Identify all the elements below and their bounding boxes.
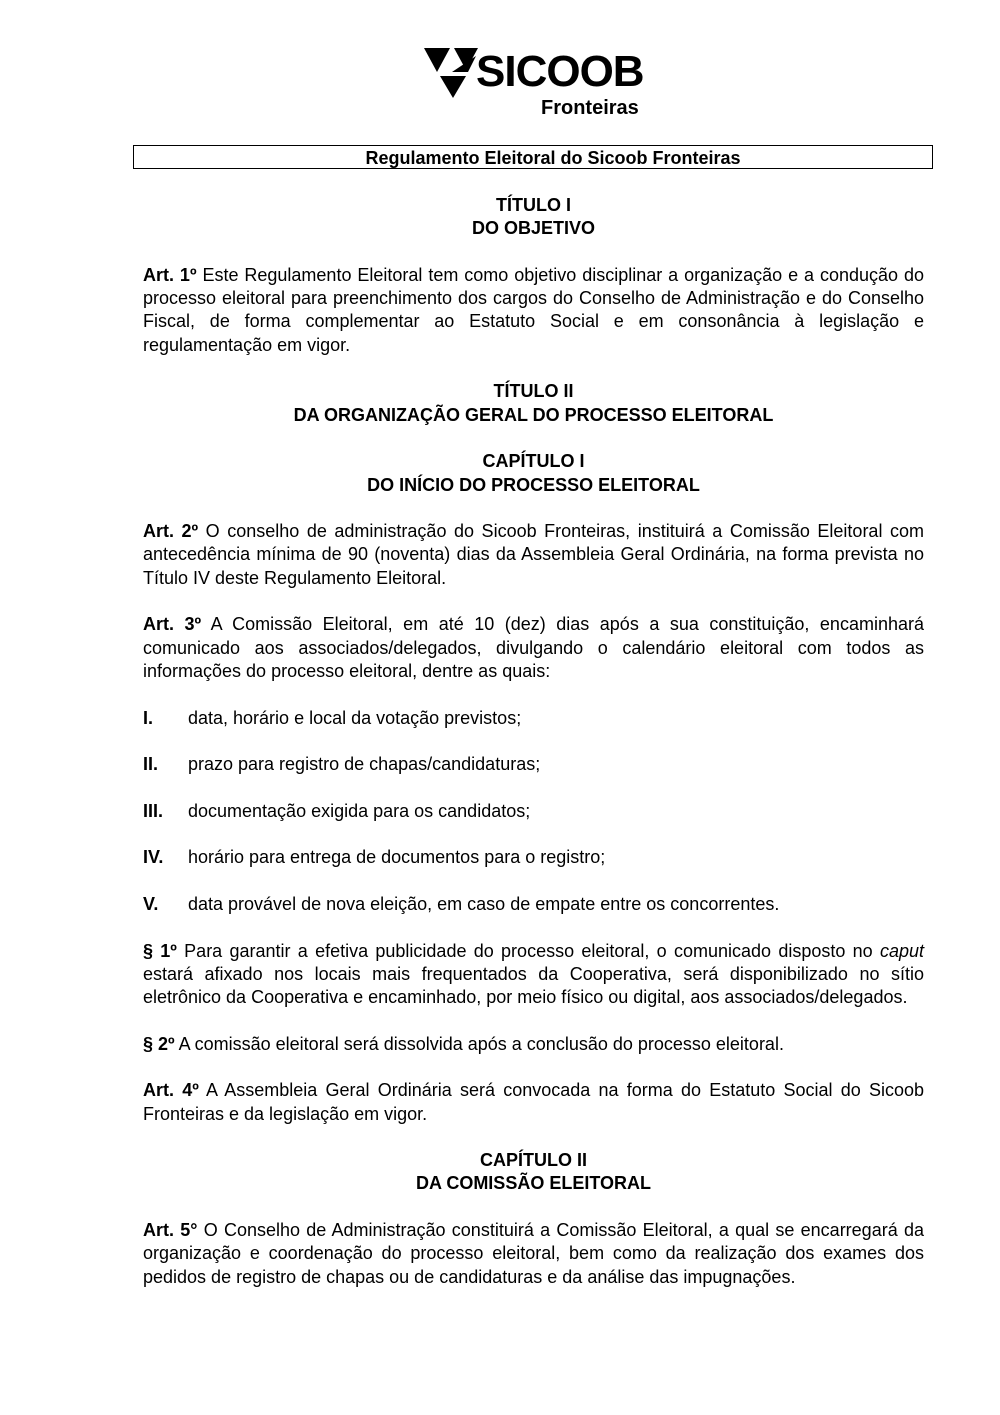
sicoob-logo [420, 42, 660, 118]
heading-subtitle: DA COMISSÃO ELEITORAL [415, 1173, 651, 1194]
article-text: Este Regulamento Eleitoral tem como objetivo disciplinar a organização e a condução do processo eleitoral para preenchimento dos cargos do Conselho de Administração e do Conselho Fiscal, de forma complementar ao Estatuto Social e em consonância à legislação e regulamentação em vigor. [143, 264, 924, 355]
article-5 [143, 1219, 924, 1289]
article-label: Art. 2º [143, 521, 199, 542]
list-numeral: III. [143, 800, 164, 821]
document-title-box [133, 145, 933, 169]
heading-title: TÍTULO II [493, 381, 574, 402]
heading-subtitle: DA ORGANIZAÇÃO GERAL DO PROCESSO ELEITORAL [293, 404, 774, 425]
paragraph-label: § 2º [143, 1033, 175, 1054]
title-2-heading [143, 380, 924, 427]
article-label: Art. 5° [143, 1220, 198, 1241]
list-item [143, 753, 924, 776]
list-numeral: IV. [143, 847, 164, 868]
heading-title: TÍTULO I [496, 195, 571, 215]
heading-subtitle: DO OBJETIVO [471, 218, 596, 239]
list-text: horário para entrega de documentos para o registro; [188, 847, 606, 868]
heading-title: CAPÍTULO II [480, 1150, 587, 1171]
paragraph-text: A comissão eleitoral será dissolvida após a conclusão do processo eleitoral. [174, 1033, 784, 1054]
list-text: data, horário e local da votação previstos; [188, 707, 522, 728]
article-text: A Comissão Eleitoral, em até 10 (dez) dias após a sua constituição, encaminhará comunicado aos associados/delegados, divulgando o calendário eleitoral com todos as informações do processo eleitoral, dentre as quais: [143, 614, 924, 681]
article-text: O Conselho de Administração constituirá a Comissão Eleitoral, a qual se encarregará da organização e coordenação do processo eleitoral, bem como da realização dos exames dos pedidos de registro de chapas ou de candidaturas e da análise das impugnações. [143, 1220, 924, 1287]
title-1-heading [143, 194, 924, 241]
chapter-2-heading [143, 1149, 924, 1196]
article-label: Art. 4º [143, 1080, 199, 1101]
list-text: prazo para registro de chapas/candidaturas; [188, 754, 541, 775]
sicoob-logo-icon [420, 42, 660, 118]
list-text: data provável de nova eleição, em caso de empate entre os concorrentes. [188, 893, 780, 914]
article-text: A Assembleia Geral Ordinária será convocada na forma do Estatuto Social do Sicoob Fronteiras e da legislação em vigor. [143, 1080, 924, 1124]
article-label: Art. 1º [143, 264, 197, 285]
list-item [143, 707, 924, 730]
list-item [143, 846, 924, 869]
paragraph-text: Para garantir a efetiva publicidade do processo eleitoral, o comunicado disposto no [176, 940, 880, 961]
paragraph-2 [143, 1033, 924, 1056]
article-1 [143, 264, 924, 357]
article-4 [143, 1079, 924, 1126]
paragraph-text: estará afixado nos locais mais frequentados da Cooperativa, será disponibilizado no sítio eletrônico da Cooperativa e encaminhado, por meio físico ou digital, aos associados/delegados. [143, 963, 924, 1008]
article-2 [143, 520, 924, 590]
paragraph-italic-term: caput [879, 940, 924, 961]
document-title: Regulamento Eleitoral do Sicoob Fronteiras [365, 148, 741, 168]
article-text: O conselho de administração do Sicoob Fronteiras, instituirá a Comissão Eleitoral com antecedência mínima de 90 (noventa) dias da Assembleia Geral Ordinária, na forma prevista no Título IV deste Regulamento Eleitoral. [143, 521, 924, 588]
article-label: Art. 3º [143, 614, 202, 635]
list-numeral: II. [143, 754, 159, 775]
list-numeral: I. [143, 707, 154, 728]
paragraph-1 [143, 940, 924, 1010]
list-item [143, 893, 924, 916]
heading-title: CAPÍTULO I [482, 451, 585, 472]
chapter-1-heading [143, 450, 924, 497]
svg-text:SICOOB: SICOOB [476, 47, 644, 96]
list-text: documentação exigida para os candidatos; [188, 800, 531, 821]
svg-text:Fronteiras: Fronteiras [541, 97, 639, 118]
document-body [143, 194, 924, 1312]
heading-subtitle: DO INÍCIO DO PROCESSO ELEITORAL [367, 474, 700, 495]
list-numeral: V. [143, 893, 159, 914]
list-item [143, 800, 924, 823]
paragraph-label: § 1º [143, 940, 177, 961]
article-3 [143, 613, 924, 683]
